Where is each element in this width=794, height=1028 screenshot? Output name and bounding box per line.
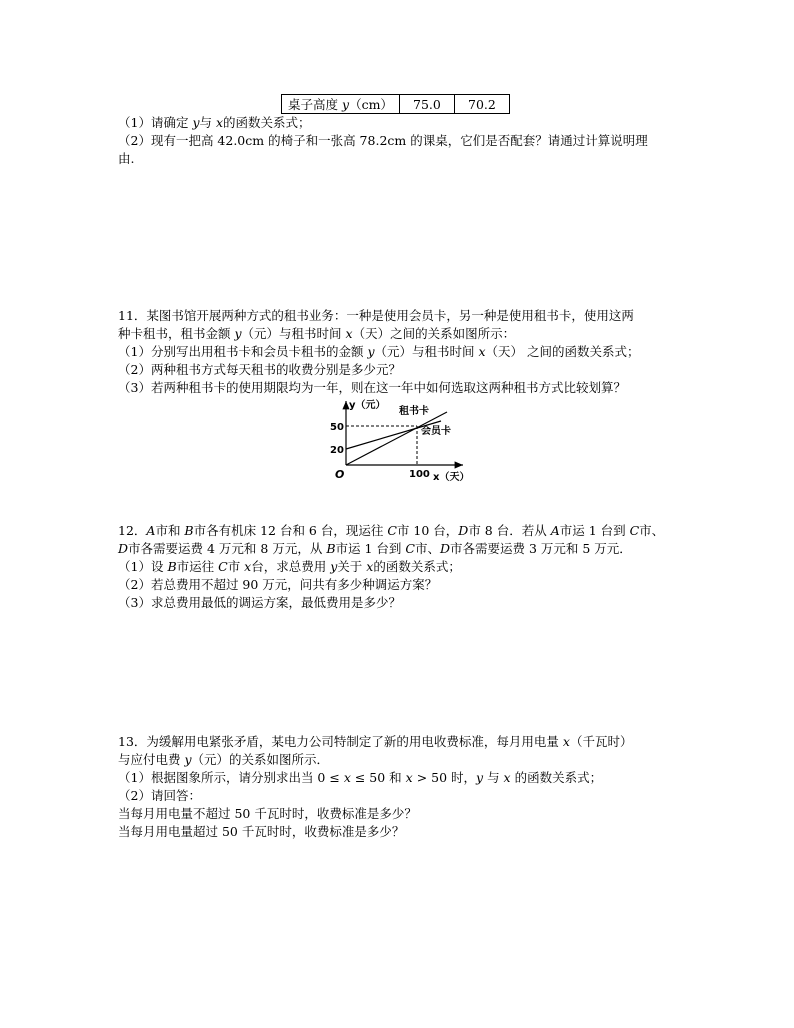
tick-label-100: 100 <box>409 469 430 480</box>
rent-card-label: 租书卡 <box>399 406 429 417</box>
q10-part2-cont: 由. <box>118 151 135 166</box>
q12-stem-line1: 12．A市和 B市各有机床 12 台和 6 台，现运往 C市 10 台，D市 8 台．若从 A市运 1 台到 C市、 <box>118 523 665 538</box>
q13-stem-line2: 与应付电费 y（元）的关系如图所示． <box>118 752 330 767</box>
q11-stem-line2: 种卡租书，租书金额 y（元）与租书时间 x（天）之间的关系如图所示： <box>118 326 516 341</box>
table-label-cell: 桌子高度 y（cm） <box>282 95 400 114</box>
q11-stem-line1: 11．某图书馆开展两种方式的租书业务：一种是使用会员卡，另一种是使用租书卡，使用这两 <box>118 308 634 323</box>
q11-part2: （2）两种租书方式每天租书的收费分别是多少元？ <box>118 362 401 377</box>
q13-stem-line1: 13．为缓解用电紧张矛盾，某电力公司特制定了新的用电收费标准，每月用电量 x（千瓦时） <box>118 734 633 749</box>
q10-part2: （2）现有一把高 42.0cm 的椅子和一张高 78.2cm 的课桌，它们是否配套？请通过计算说明理 <box>118 133 648 148</box>
member-card-label: 会员卡 <box>421 426 451 437</box>
q11-part1: （1）分别写出用租书卡和会员卡租书的金额 y（元）与租书时间 x（天） 之间的函数关系式； <box>118 344 640 359</box>
rental-graph <box>325 395 475 487</box>
x-axis-label: x（天） <box>433 472 470 483</box>
tick-label-20: 20 <box>330 445 344 456</box>
q13-answer-line1: 当每月用电量不超过 50 千瓦时时，收费标准是多少？ <box>118 806 417 821</box>
y-axis-label: y（元） <box>349 400 386 411</box>
q12-part1: （1）设 B市运往 C市 x台，求总费用 y关于 x的函数关系式； <box>118 559 461 574</box>
q10-part1: （1）请确定 y与 x的函数关系式； <box>118 115 311 130</box>
q13-part1: （1）根据图象所示，请分别求出当 0 ≤ x ≤ 50 和 x > 50 时，y 与 x 的函数关系式； <box>118 770 603 785</box>
table-value-cell: 75.0 <box>399 95 454 114</box>
height-table <box>281 94 510 114</box>
q11-part3: （3）若两种租书卡的使用期限均为一年，则在这一年中如何选取这两种租书方式比较划算？ <box>118 380 626 395</box>
q13-answer-line2: 当每月用电量超过 50 千瓦时时，收费标准是多少？ <box>118 824 405 839</box>
rent-card-line <box>346 412 447 465</box>
table-row <box>282 95 510 114</box>
q12-part2: （2）若总费用不超过 90 万元，问共有多少种调运方案？ <box>118 577 438 592</box>
q12-stem-line2: D市各需要运费 4 万元和 8 万元，从 B市运 1 台到 C市、D市各需要运费 3 万元和 5 万元． <box>118 541 632 556</box>
q12-part3: （3）求总费用最低的调运方案，最低费用是多少？ <box>118 595 401 610</box>
tick-label-50: 50 <box>330 422 344 433</box>
origin-label: O <box>335 468 345 481</box>
q13-part2: （2）请回答： <box>118 788 201 803</box>
table-value-cell: 70.2 <box>454 95 509 114</box>
